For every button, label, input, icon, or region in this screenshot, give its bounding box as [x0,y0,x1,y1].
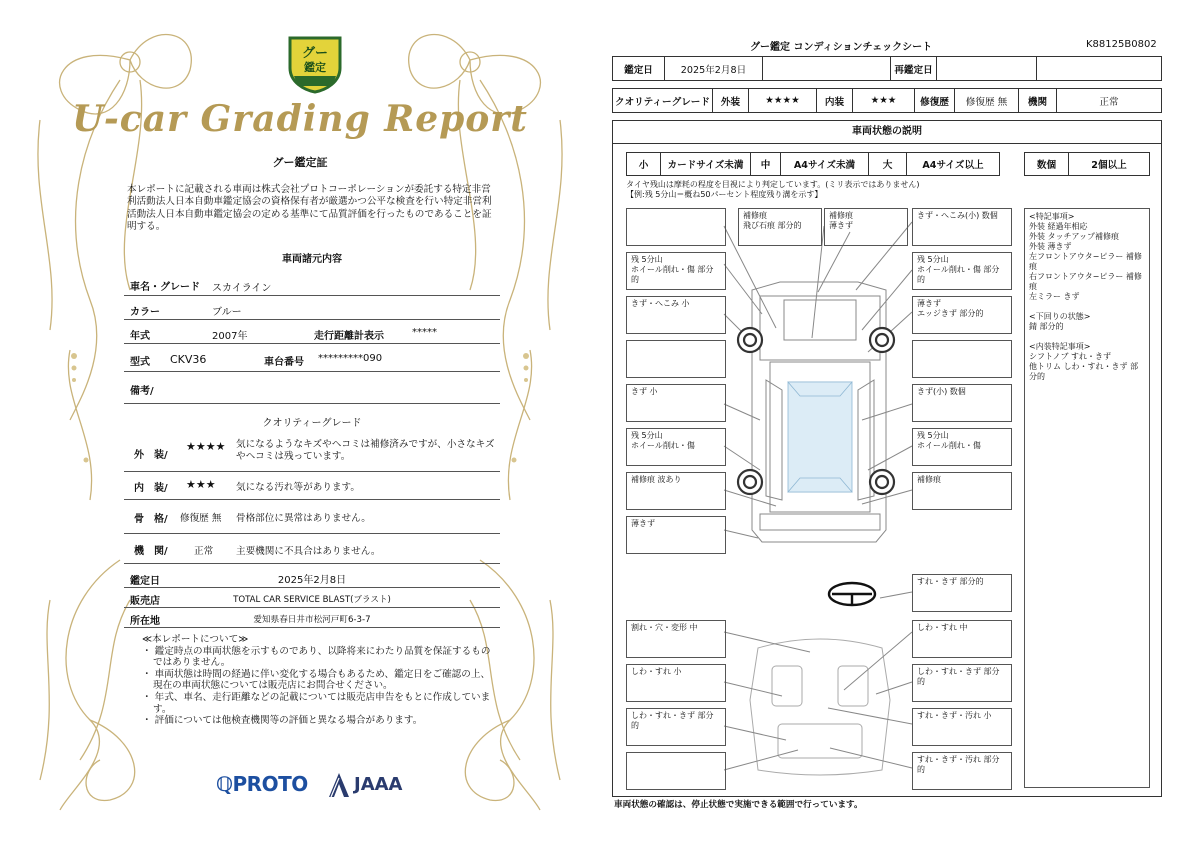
condition-box: すれ・きず 部分的 [912,574,1012,612]
notes-title: ≪本レポートについて≫ [142,634,249,645]
repair-history-label: 修復歴 [915,89,955,113]
appraisal-date-value: 2025年2月8日 [665,57,763,81]
condition-box: すれ・きず・汚れ 部分的 [912,752,1012,790]
exterior-stars: ★★★★ [186,440,226,453]
size-small: 小 [627,153,661,176]
condition-box: しわ・すれ・きず 部分的 [626,708,726,746]
size-small-desc: カードサイズ未満 [661,153,751,176]
frame-value: 修復歴 無 [180,513,222,524]
year-value: 2007年 [212,331,248,342]
size-mid: 中 [751,153,781,176]
count-legend [1024,152,1150,176]
condition-box [626,208,726,246]
mileage-label: 走行距離計表示 [314,331,384,342]
grade-table [612,88,1162,113]
condition-box: 補修痕 [912,472,1012,510]
condition-box: 薄きず エッジきず 部分的 [912,296,1012,334]
certificate-intro: 本レポートに記載される車両は株式会社プロトコーポレーションが委託する特定非営利活動法人日本自動車鑑定協会の資格保有者が厳選かつ公平な検査を行い特定非営利活動法人日本自動車鑑定協会の定める基準にて品質評価を行ったものであることを証明する。 [127,184,492,233]
condition-box [626,752,726,790]
tire-note-line: 【例:残 5分山＝概ね50パーセント程度残り溝を示す】 [626,190,823,199]
condition-box: 薄きず [626,516,726,554]
condition-box: しわ・すれ 小 [626,664,726,702]
note-item: ・ 評価については他検査機関等の評価と異なる場合があります。 [142,715,423,727]
row-color [124,296,500,320]
special-item: 左ミラー きず [1029,292,1080,301]
condition-box: 補修痕 薄きず [824,208,908,246]
exterior-label: 外装 [713,89,749,113]
row-interior [124,472,500,500]
special-notes [1024,208,1150,788]
chassis-label: 車台番号 [264,357,304,368]
spec-heading: 車両諸元内容 [282,254,342,265]
date-label: 鑑定日 [130,576,160,587]
dealer-label: 販売店 [130,596,160,607]
certificate-heading: グー鑑定証 [272,156,328,169]
count-desc: 2個以上 [1069,153,1150,176]
interior-item: シフトノブ すれ・きず [1029,352,1112,361]
remarks-label: 備考/ [130,386,154,397]
special-item: 右フロントアウタ−ピラー 補修痕 [1029,272,1142,291]
jaaa-mark-icon [328,772,350,798]
proto-mark-icon: ℚ [216,772,233,796]
engine-value: 正常 [1057,89,1162,113]
frame-comment: 骨格部位に異常はありません。 [236,513,371,524]
mileage-value: ***** [412,327,437,338]
size-legend [626,152,1000,176]
footer-logos [216,770,416,800]
note-item: ・ 鑑定時点の車両状態を示すものであり、以降将来にわたり品質を保証するものではありません。 [142,645,491,669]
interior-title: <内装特記事項> [1029,342,1091,351]
repair-history-value: 修復歴 無 [955,89,1019,113]
name-value: スカイライン [212,283,272,294]
chassis-value: *********090 [318,353,383,364]
row-dealer [124,588,500,608]
sheet-code: K88125B0802 [1086,39,1157,50]
engine-label: 機 関/ [134,546,168,557]
proto-logo: ℚPROTO [216,772,308,796]
condition-check-sheet [600,0,1200,848]
blank-cell [1037,57,1162,81]
condition-box: 残 5分山 ホイール削れ・傷 部分的 [626,252,726,290]
row-exterior [124,434,500,472]
condition-box: 残 5分山 ホイール削れ・傷 [626,428,726,466]
condition-box: 残 5分山 ホイール削れ・傷 [912,428,1012,466]
special-item: 左フロントアウタ−ピラー 補修痕 [1029,252,1142,271]
reappraisal-date-label: 再鑑定日 [891,57,937,81]
note-item: ・ 年式、車名、走行距離などの記載については販売店申告をもとに作成しています。 [142,691,491,715]
special-item: 外装 タッチアップ補修痕 [1029,232,1119,241]
color-value: ブルー [212,307,242,318]
condition-box: 補修痕 飛び石痕 部分的 [738,208,822,246]
sheet-footnote: 車両状態の確認は、停止状態で実施できる範囲で行っています。 [614,800,863,810]
engine-value: 正常 [194,546,214,557]
goo-appraisal-badge [286,32,344,94]
underbody-title: <下回りの状態> [1029,312,1091,321]
condition-box [912,340,1012,378]
row-date [124,566,500,588]
condition-box: 割れ・穴・変形 中 [626,620,726,658]
condition-box: きず・へこみ(小) 数個 [912,208,1012,246]
note-item: ・ 車両状態は時間の経過に伴い変化する場合もあるため、鑑定日をご確認の上、現在の車両状態については販売店にお問合せください。 [142,668,491,692]
condition-box: きず 小 [626,384,726,422]
row-model [124,344,500,372]
row-remarks [124,372,500,404]
condition-box: すれ・きず・汚れ 小 [912,708,1012,746]
row-engine [124,534,500,564]
interior-comment: 気になる汚れ等があります。 [236,482,360,493]
size-mid-desc: A4サイズ未満 [781,153,869,176]
interior-stars: ★★★ [186,478,216,491]
row-address [124,608,500,628]
appraisal-date-label: 鑑定日 [613,57,665,81]
condition-box [626,340,726,378]
quality-grade-label: クオリティーグレード [613,89,713,113]
condition-box: きず(小) 数個 [912,384,1012,422]
dealer-value: TOTAL CAR SERVICE BLAST(ブラスト) [233,595,391,605]
special-item: 外装 経過年相応 [1029,222,1088,231]
sheet-title: グー鑑定 コンディションチェックシート [750,42,933,53]
engine-comment: 主要機関に不具合はありません。 [236,546,381,557]
name-label: 車名・グレード [130,282,200,293]
condition-box: しわ・すれ・きず 部分的 [912,664,1012,702]
jaaa-logo: JAAA [354,774,403,795]
condition-heading: 車両状態の説明 [612,120,1162,144]
color-label: カラー [130,307,160,318]
size-large-desc: A4サイズ以上 [907,153,1000,176]
date-table [612,56,1162,81]
special-item: 外装 薄きず [1029,242,1072,251]
condition-box: 補修痕 波あり [626,472,726,510]
svg-text:鑑定: 鑑定 [304,61,326,74]
tire-note [626,180,919,200]
condition-box: 残 5分山 ホイール削れ・傷 部分的 [912,252,1012,290]
size-large: 大 [869,153,907,176]
year-label: 年式 [130,331,150,342]
exterior-label: 外 装/ [134,450,168,461]
interior-stars: ★★★ [853,89,915,113]
address-value: 愛知県春日井市松河戸町6-3-7 [253,615,371,625]
model-label: 型式 [130,357,150,368]
underbody-item: 錆 部分的 [1029,322,1064,331]
address-label: 所在地 [130,616,160,627]
count-label: 数個 [1025,153,1069,176]
blank-cell [763,57,891,81]
row-frame [124,500,500,534]
exterior-comment: 気になるようなキズやヘコミは補修済みですが、小さなキズやヘコミは残っています。 [236,439,495,462]
interior-item: 他トリム しわ・すれ・きず 部分的 [1029,362,1139,381]
interior-label: 内 装/ [134,483,168,494]
interior-label: 内装 [817,89,853,113]
exterior-stars: ★★★★ [749,89,817,113]
quality-heading: クオリティーグレード [262,418,362,429]
special-title: <特記事項> [1029,212,1075,221]
reappraisal-date-value [937,57,1037,81]
condition-box: きず・へこみ 小 [626,296,726,334]
engine-label: 機関 [1019,89,1057,113]
row-year [124,320,500,344]
script-title: U-car Grading Report [72,98,528,140]
date-value: 2025年2月8日 [277,575,347,586]
condition-box: しわ・すれ 中 [912,620,1012,658]
frame-label: 骨 格/ [134,514,168,525]
model-value: CKV36 [170,353,207,366]
row-name [124,270,500,296]
tire-note-line: タイヤ残山は摩耗の程度を目視により判定しています。(ミリ表示ではありません) [626,180,920,189]
report-notes [142,634,492,727]
svg-text:グー: グー [301,46,329,61]
